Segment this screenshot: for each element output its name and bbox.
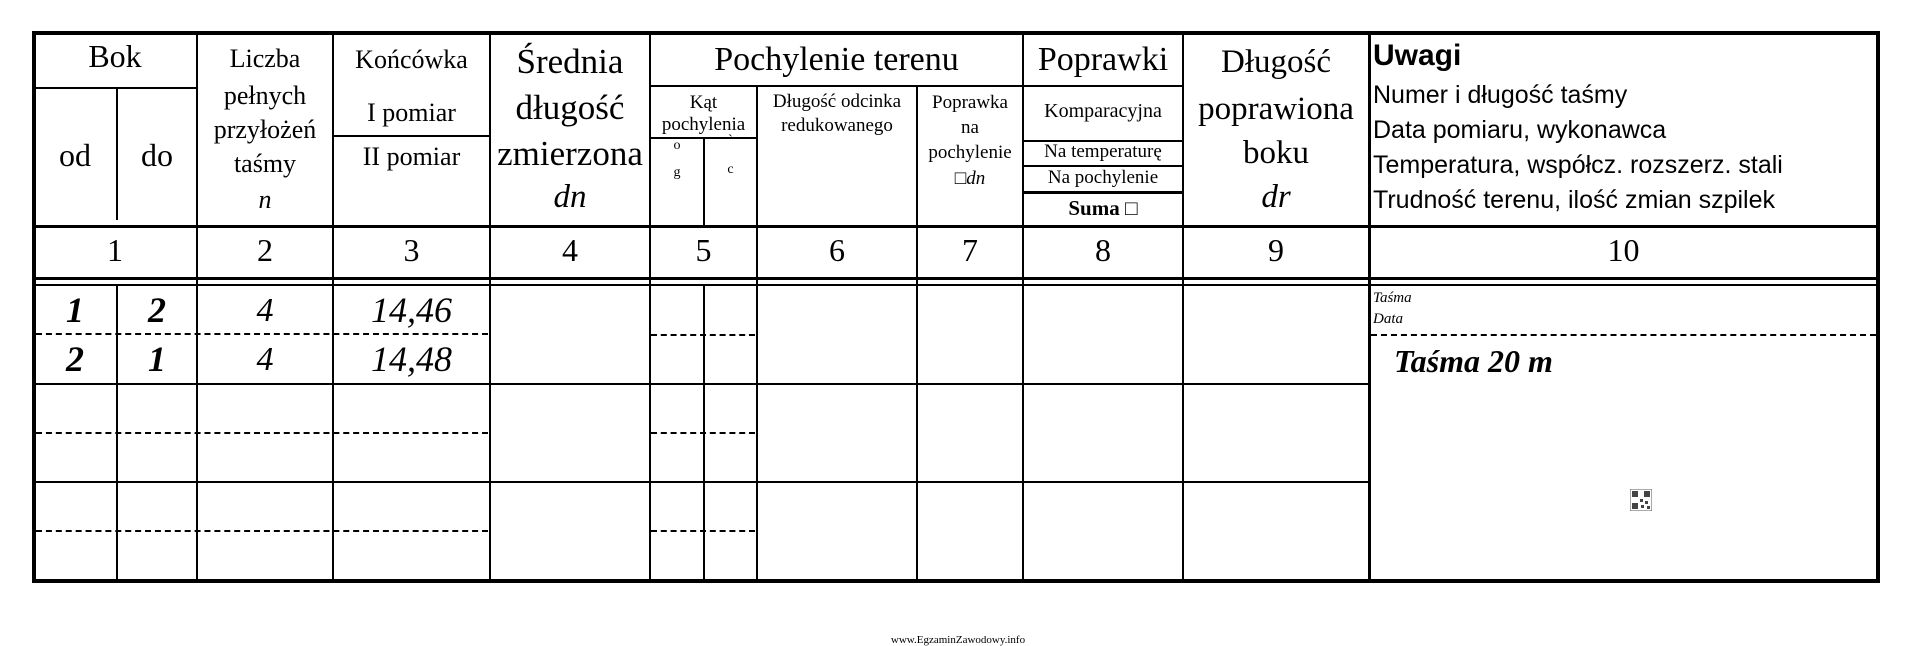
header-uwagi-line: Trudność terenu, ilość zmian szpilek (1373, 186, 1776, 214)
column-number: 6 (829, 232, 845, 268)
header-pomiar-1: I pomiar (367, 98, 456, 127)
header-srednia: zmierzona (497, 134, 643, 173)
row-line (332, 135, 489, 137)
row-line (1022, 85, 1182, 87)
header-pomiar-2: II pomiar (362, 142, 461, 171)
numbers-bottom-line-double (34, 284, 1878, 286)
row-line (649, 85, 1022, 87)
header-liczba: przyłożeń (213, 115, 317, 144)
header-liczba-symbol: n (258, 185, 272, 214)
column-number: 8 (1095, 232, 1111, 268)
qr-code-icon (1630, 489, 1652, 511)
header-poprawki: Poprawki (1037, 41, 1169, 78)
col-line (756, 86, 758, 582)
header-odcinek: redukowanego (781, 115, 893, 136)
header-poprawka-symbol: □dn (954, 168, 986, 189)
row-1-n: 4 (256, 292, 274, 329)
column-number: 3 (403, 232, 420, 268)
header-liczba: Liczba (229, 44, 301, 73)
header-uwagi-line: Data pomiaru, wykonawca (1373, 116, 1667, 144)
row-line (1022, 191, 1182, 194)
col-line (703, 286, 705, 582)
header-uwagi-line: Temperatura, współcz. rozszerz. stali (1373, 151, 1783, 179)
header-liczba: taśmy (233, 149, 297, 178)
header-uwagi: Uwagi (1373, 39, 1462, 72)
footer-watermark: www.EgzaminZawodowy.info (890, 634, 1026, 646)
header-na-temperature: Na temperaturę (1044, 141, 1162, 162)
numbers-bottom-line (34, 277, 1878, 280)
row-1-do: 2 (148, 290, 166, 330)
row-1-od: 1 (66, 290, 84, 330)
header-poprawka: Poprawka (932, 92, 1008, 113)
header-dlugosc: boku (1243, 135, 1309, 171)
data-dashed-line (651, 334, 755, 336)
remarks-tasma-value: Taśma 20 m (1394, 343, 1553, 379)
row-2-od: 2 (66, 339, 84, 379)
column-number: 2 (257, 232, 273, 268)
header-dlugosc: Długość (1221, 44, 1331, 80)
column-number: 4 (562, 232, 578, 268)
header-srednia: długość (515, 88, 625, 127)
header-koncowka: Końcówka (355, 45, 468, 74)
row-2-n: 4 (256, 341, 274, 378)
data-dashed-line (36, 530, 488, 532)
header-bottom-line (34, 225, 1878, 228)
header-pochylenie: Pochylenie terenu (714, 41, 959, 78)
data-dashed-line (36, 432, 488, 434)
header-kat: Kąt (689, 92, 718, 113)
col-line (116, 286, 118, 582)
row-line (34, 87, 196, 89)
row-2-koncowka: 14,48 (371, 339, 452, 379)
header-dlugosc-symbol: dr (1261, 179, 1291, 215)
row-2-do: 1 (148, 339, 166, 379)
header-uwagi-line: Numer i długość taśmy (1373, 81, 1628, 109)
row-1-koncowka: 14,46 (371, 290, 452, 330)
header-na-pochylenie: Na pochylenie (1047, 167, 1159, 188)
remarks-dashed-line (1371, 334, 1876, 336)
remarks-data-label: Data (1373, 311, 1403, 327)
header-poprawka: pochylenie (928, 142, 1012, 163)
data-dashed-line (651, 432, 755, 434)
header-suma: Suma □ (1068, 196, 1138, 220)
column-number: 5 (695, 232, 712, 268)
remarks-tasma-label: Taśma (1373, 290, 1412, 306)
column-number: 10 (1607, 232, 1640, 268)
data-dashed-line (36, 333, 488, 335)
column-number: 7 (962, 232, 978, 268)
header-liczba: pełnych (223, 81, 307, 110)
header-kat: pochylenia (661, 114, 746, 135)
header-grad-symbol: g (673, 165, 681, 180)
data-row-line (34, 481, 1369, 483)
header-komparacyjna: Komparacyjna (1044, 100, 1162, 122)
header-minute-symbol: ` (728, 133, 733, 148)
header-srednia-symbol: dn (553, 179, 587, 215)
data-row-line (34, 383, 1369, 385)
header-degree-symbol: o (673, 138, 681, 153)
header-srednia: Średnia (516, 42, 624, 81)
col-line (703, 138, 705, 226)
header-odcinek: Długość odcinka (772, 91, 902, 112)
header-do: do (141, 137, 173, 173)
header-bok: Bok (88, 38, 142, 74)
column-number: 9 (1268, 232, 1284, 268)
header-poprawka: na (961, 117, 979, 138)
column-number: 1 (107, 232, 123, 268)
header-od: od (59, 137, 91, 173)
data-dashed-line (651, 530, 755, 532)
col-line (1368, 33, 1371, 581)
header-centigrad-symbol: c (727, 162, 734, 177)
header-dlugosc: poprawiona (1198, 91, 1354, 127)
